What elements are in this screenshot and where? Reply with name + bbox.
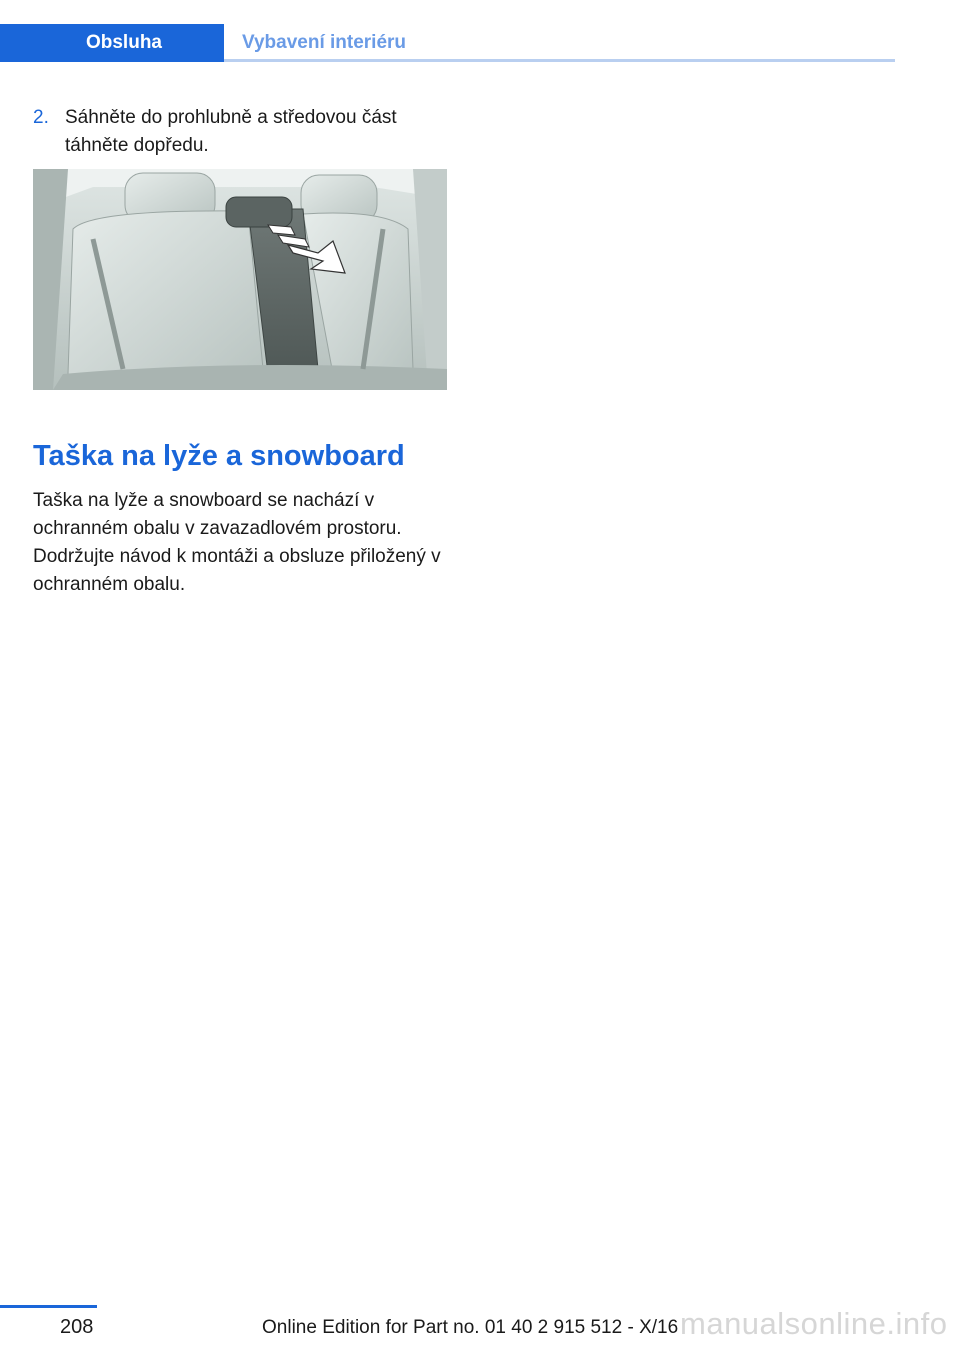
- tab-obsluha[interactable]: Obsluha: [0, 24, 224, 62]
- page-number: 208: [60, 1316, 94, 1338]
- footer-rule: [0, 1305, 97, 1308]
- seat-illustration-svg: [33, 169, 447, 390]
- tab-section[interactable]: Vybavení interiéru: [242, 32, 407, 53]
- watermark: manualsonline.info: [680, 1306, 948, 1341]
- paragraph-location: Taška na lyže a snowboard se nachází v ochranném obalu v zavazadlovém prostoru.: [33, 490, 402, 539]
- page-header: [0, 0, 895, 62]
- step-number: 2.: [33, 107, 49, 128]
- header-rule: [224, 59, 895, 62]
- section-heading: Taška na lyže a snowboard: [33, 440, 405, 472]
- rear-seat-illustration: [33, 169, 447, 390]
- step-text: Sáhněte do prohlubně a středovou část táhněte dopředu.: [65, 107, 397, 156]
- paragraph-instructions: Dodržujte návod k montáži a obsluze přiložený v ochranném obalu.: [33, 546, 441, 595]
- edition-info: Online Edition for Part no. 01 40 2 915 512 - X/16: [262, 1317, 679, 1338]
